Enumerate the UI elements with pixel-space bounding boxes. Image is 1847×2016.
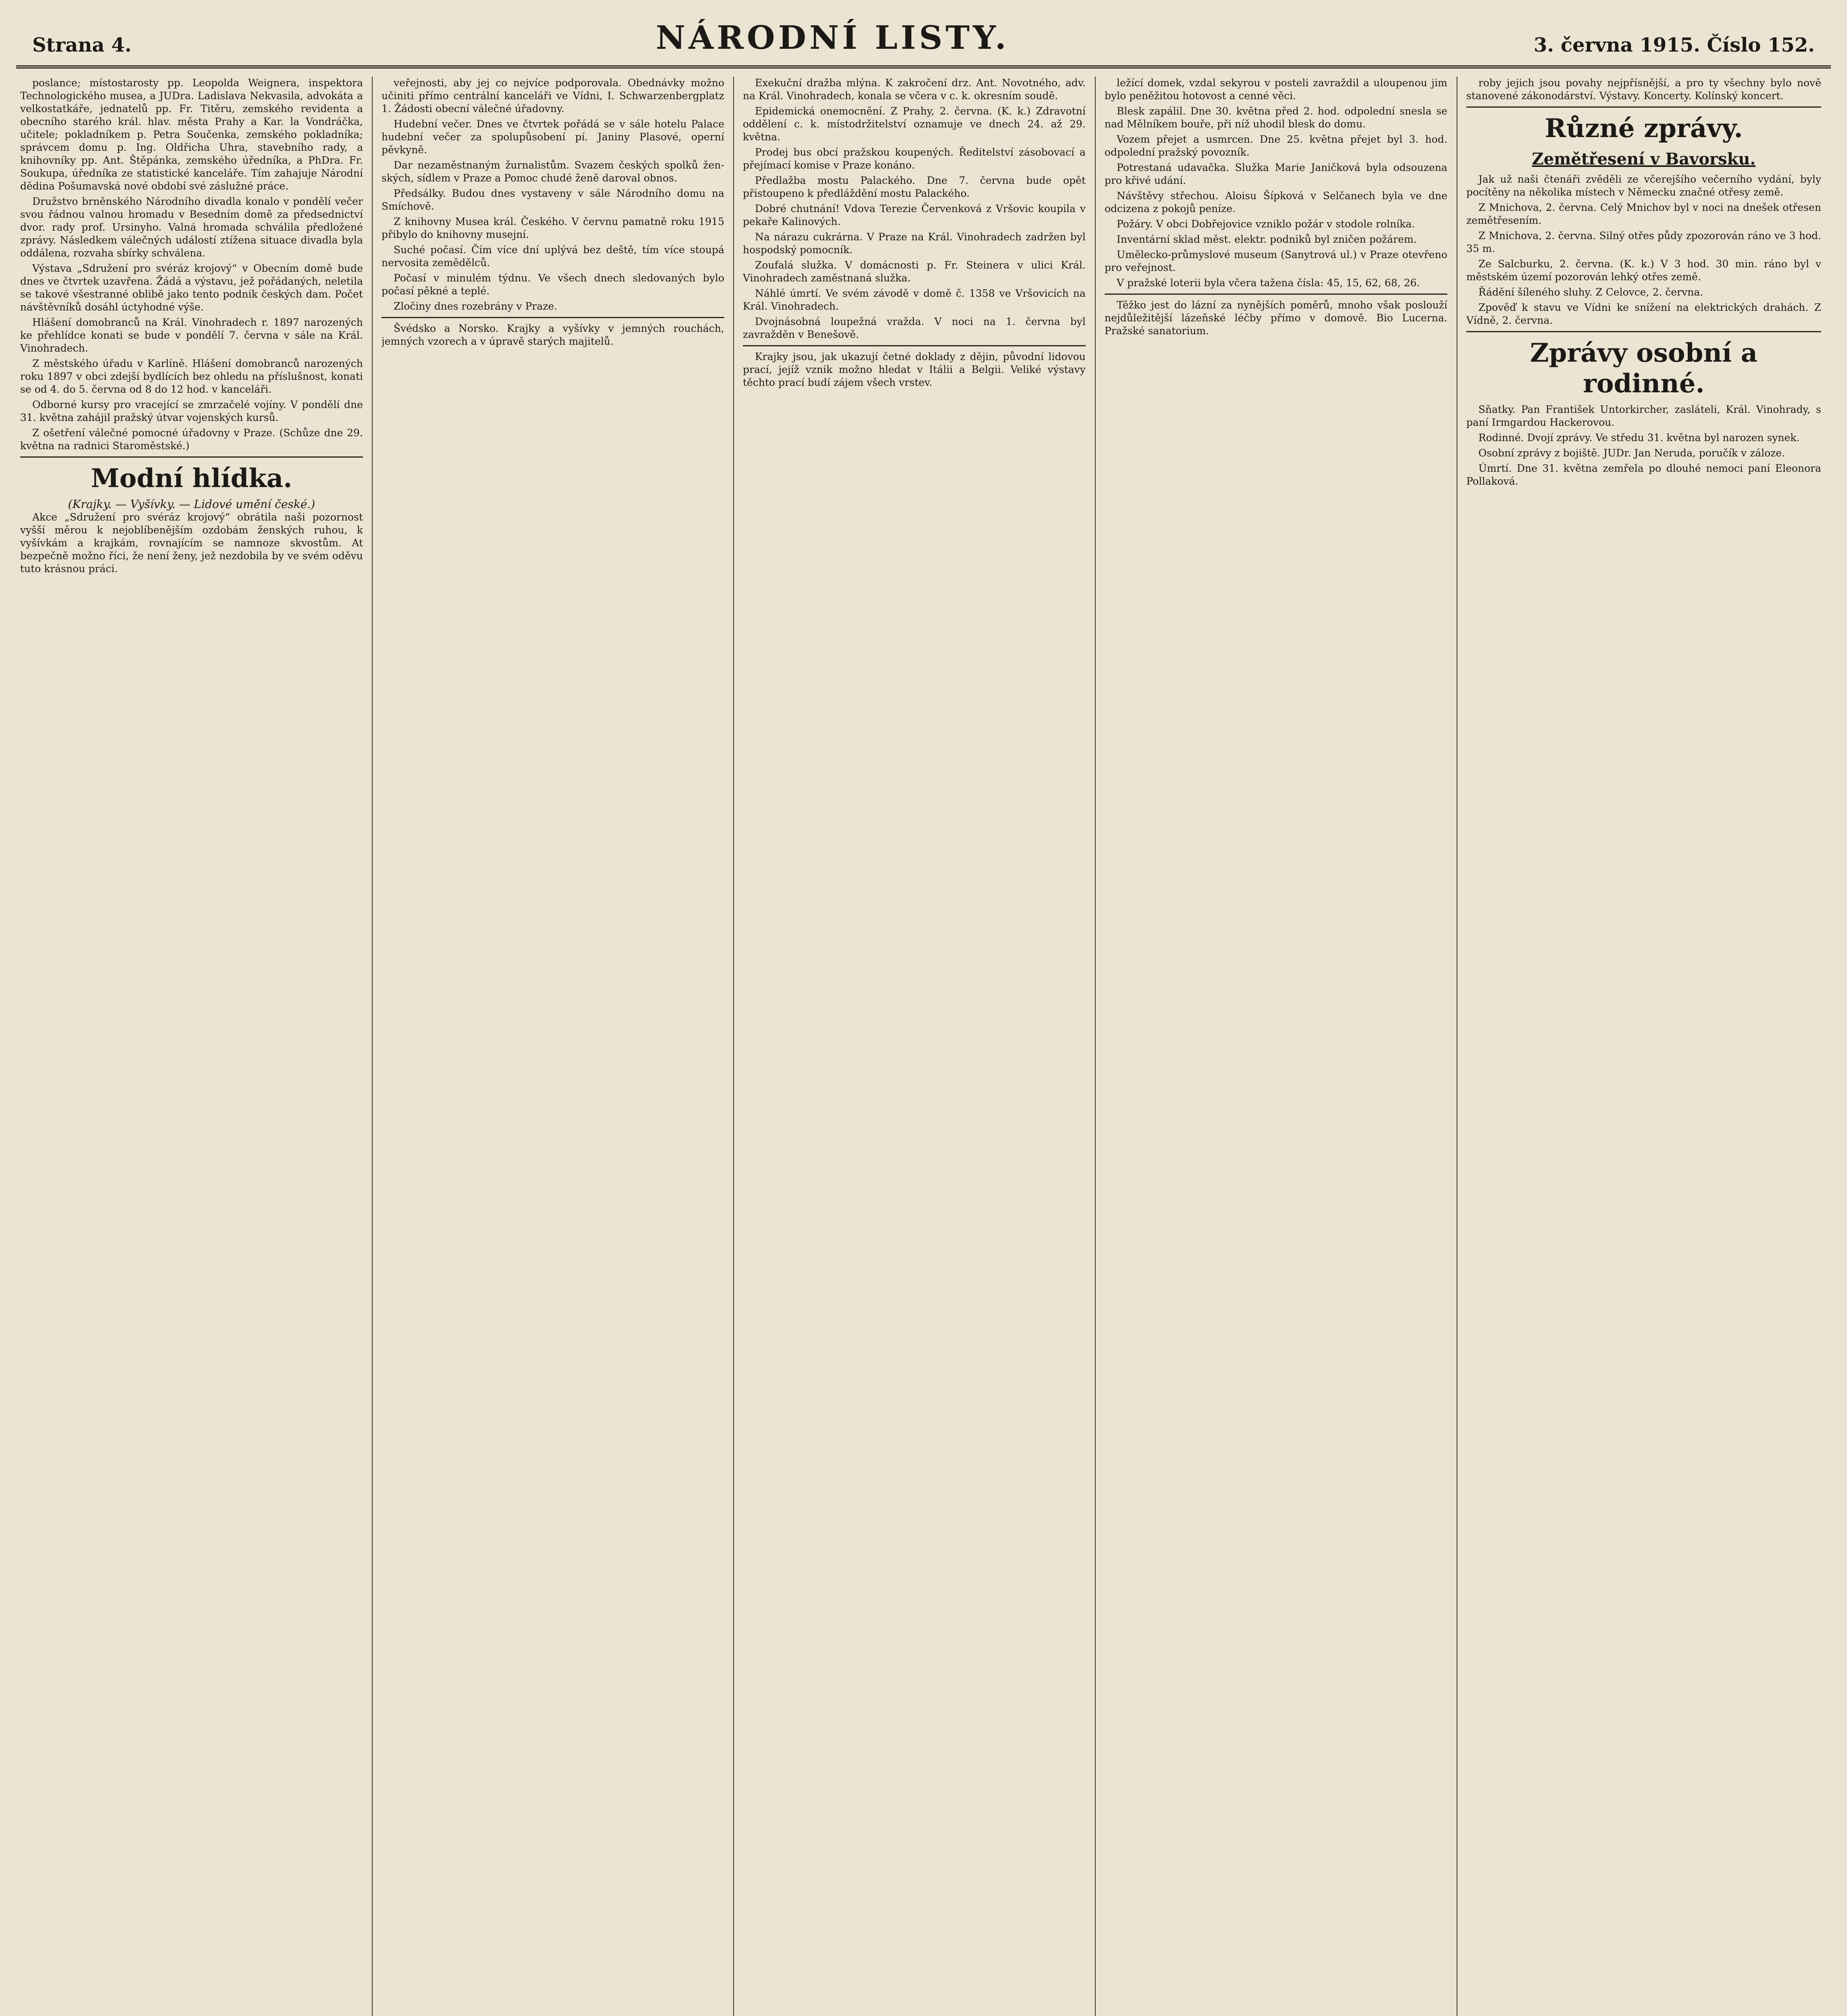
- article-paragraph: poslance; místostarosty pp. Leopolda Weignera, inspektora Technologického musea, a JUDra. Ladislava Nekvasila, advokáta a velkostatkáře, jednatelů pp. Fr. Titěru, zemského revidenta a obecního starého král. hlav. města Prahy a Kar. la Vondráčka, učitele; pokladníkem p. Petra Součenka, zemského pokladníka; správcem domu p. Ing. Oldřicha Uhra, stavebního rady, a knihovníky pp. Ant. Štěpánka, zemského úředníka, a PhDra. Fr. Soukupa, úředníka ze statistické kanceláře. Tím zahajuje Národní dědina Pošumavská nové období své záslužné práce.: [20, 77, 363, 192]
- column-5-top-text: roby jejich jsou povahy nejpřísnější, a pro ty všechny bylo nově stanovené zákonodárství. Výstavy. Koncerty. Kolínský koncert.: [1466, 77, 1821, 102]
- column-4-articles: [1105, 77, 1447, 289]
- article-paragraph: Inventární sklad měst. elektr. podniků byl zničen požárem.: [1117, 233, 1417, 245]
- article-paragraph: ležící domek, vzdal sekyrou v posteli zavraždil a uloupenou jim bylo peněžitou hotovost a cenné věci.: [1105, 77, 1447, 102]
- article-paragraph: Zločiny dnes rozebrány v Praze.: [394, 300, 557, 312]
- section-divider: [1466, 331, 1821, 332]
- article-paragraph: Dobré chutnání! Vdova Terezie Červenková z Vršovic koupila v pekaře Kalinových.: [743, 203, 1086, 227]
- column-5-sections: [1466, 106, 1821, 488]
- section-item: Sňatky. Pan František Untorkircher, zasláteli, Král. Vinohrady, s paní Irmgardou Hackerovou.: [1466, 404, 1821, 428]
- section-item: Z Mnichova, 2. června. Silný otřes půdy zpozorován ráno ve 3 hod. 35 m.: [1466, 230, 1821, 254]
- column-4-bottom-text: Těžko jest do lázní za nynějších poměrů, mnoho však poslouží nejdůležitější lázeňské léčby přímo v domově. Bio Lucerna. Pražské sanatorium.: [1105, 299, 1447, 337]
- article-paragraph: Předsálky. Budou dnes vystaveny v sále Národního domu na Smíchově.: [381, 187, 724, 212]
- article-paragraph: Počasí v minulém týdnu. Ve všech dnech sledovaných bylo počasí pěkné a teplé.: [381, 272, 724, 297]
- column-1: [20, 77, 363, 2016]
- column-2-articles: [381, 77, 724, 313]
- issue-date: 3. června 1915. Číslo 152.: [1534, 34, 1815, 56]
- column-rule: [1095, 77, 1096, 2016]
- article-paragraph: Náhlé úmrtí. Ve svém závodě v domě č. 1358 ve Vršovicích na Král. Vinohradech.: [743, 287, 1086, 312]
- article-paragraph: Potrestaná udavačka. Služka Marie Janičková byla odsouzena pro křivé udání.: [1105, 162, 1447, 186]
- article-paragraph: Družstvo brněnského Národního divadla konalo v pondělí večer svou řádnou valnou hromadu v Besedním domě za předsednictví dvor. rady prof. Ursinyho. Valná hromada schválila předložené zprávy. Následkem válečných událostí ztížena situace divadla byla oddálena, rozvaha sbírky schválena.: [20, 196, 363, 259]
- column-2-bottom-text: Švédsko a Norsko. Krajky a vyšívky v jemných rouchách, jemných vzorech a v úpravě starých majitelů.: [381, 323, 724, 347]
- masthead: [16, 8, 1831, 69]
- section-item: Osobní zprávy z bojiště. JUDr. Jan Neruda, poručík v záloze.: [1478, 447, 1785, 459]
- section-item: Rodinné. Dvojí zprávy. Ve středu 31. května byl narozen synek.: [1478, 432, 1800, 444]
- article-paragraph: Hlášení domobranců na Král. Vinohradech r. 1897 narozených ke přehlídce konati se bude v pondělí 7. června v sále na Král. Vinohradech.: [20, 317, 363, 354]
- article-paragraph: Výstava „Sdružení pro svéráz krojový“ v Obecním domě bude dnes ve čtvrtek uzavřena. Žádá a výstavu, jež pořádaných, neletila se takové všestranné oblibě jako tento podnik českých dam. Počet návštěvníků dosáhl úctyhodné výše.: [20, 262, 363, 313]
- section-item: Úmrtí. Dne 31. května zemřela po dlouhé nemoci paní Eleonora Pollaková.: [1466, 462, 1821, 487]
- article-paragraph: Z městského úřadu v Karlíně. Hlášení domobranců narozených roku 1897 v obci zdejší bydlících bez ohledu na příslušnost, konati se od 4. do 5. června od 8 do 12 hod. v kanceláři.: [20, 358, 363, 395]
- column-rule: [733, 77, 734, 2016]
- section-divider: [20, 456, 363, 458]
- column-3: [743, 77, 1086, 2016]
- section-title: Zprávy osobní a rodinné.: [1530, 338, 1758, 399]
- article-paragraph: veřejnosti, aby jej co nejvíce podporovala. Obednávky možno učiniti přímo centrální kanceláři ve Vídni, I. Schwarzenbergplatz 1. Žádosti obecní válečné úřadovny.: [381, 77, 724, 115]
- article-paragraph: V pražské loterii byla včera tažena čísla: 45, 15, 62, 68, 26.: [1117, 277, 1420, 289]
- column-2: [381, 77, 724, 2016]
- column-1-articles: [20, 77, 363, 452]
- article-paragraph: Předlažba mostu Palackého. Dne 7. června bude opět přistoupeno k předláždění mostu Palackého.: [743, 175, 1086, 199]
- section-divider: [1466, 106, 1821, 108]
- article-paragraph: Dar nezaměstnaným žurnalistům. Svazem českých spolků ženských, sídlem v Praze a Pomoc chudé ženě daroval obnos.: [381, 159, 724, 184]
- section-divider: [1105, 294, 1447, 295]
- column-5: [1466, 77, 1821, 2016]
- article-paragraph: Hudební večer. Dnes ve čtvrtek pořádá se v sále hotelu Palace hudební večer za spolupůsobení pí. Janiny Plasové, operní pěvkyně.: [381, 118, 724, 156]
- article-paragraph: Požáry. V obci Dobřejovice vzniklo požár v stodole rolníka.: [1117, 218, 1415, 230]
- article-paragraph: Odborné kursy pro vracející se zmrzačelé vojíny. V pondělí dne 31. května zahájil pražský útvar vojenských kursů.: [20, 399, 363, 423]
- section-item: Ze Salcburku, 2. června. (K. k.) V 3 hod. 30 min. ráno byl v městském území pozorován lehký otřes země.: [1466, 258, 1821, 283]
- section-subtitle: Zemětřesení v Bavorsku.: [1532, 150, 1756, 169]
- article-paragraph: Vozem přejet a usmrcen. Dne 25. května přejet byl 3. hod. odpolední pražský povozník.: [1105, 133, 1447, 158]
- section-item: Řádění šíleného sluhy. Z Celovce, 2. června.: [1478, 286, 1703, 298]
- article-paragraph: Umělecko-průmyslové museum (Sanytrová ul.) v Praze otevřeno pro veřejnost.: [1105, 249, 1447, 273]
- article-paragraph: Návštěvy střechou. Aloisu Šípková v Selčanech byla ve dne odcizena z pokojů peníze.: [1105, 190, 1447, 215]
- modni-hlidka-subtitle: (Krajky. — Vyšívky. — Lidové umění české.): [68, 498, 315, 511]
- column-3-articles: [743, 77, 1086, 341]
- article-paragraph: Zoufalá služka. V domácnosti p. Fr. Steinera v ulici Král. Vinohradech zaměstnaná služka.: [743, 259, 1086, 284]
- article-paragraph: Z ošetření válečné pomocné úřadovny v Praze. (Schůze dne 29. května na radnici Staroměstské.): [20, 427, 363, 452]
- article-paragraph: Blesk zapálil. Dne 30. května před 2. hod. odpolední snesla se nad Mělníkem bouře, při níž uhodil blesk do domu.: [1105, 105, 1447, 130]
- section-item: Zpověď k stavu ve Vídni ke snížení na elektrických drahách. Z Vídně, 2. června.: [1466, 302, 1821, 326]
- section-item: Jak už naši čtenáři zvěděli ze včerejšího večerního vydání, byly pocítěny na několika místech v Německu značné otřesy země.: [1466, 173, 1821, 198]
- modni-hlidka-body: Akce „Sdružení pro svéráz krojový“ obrátila naši pozornost vyšší měrou k nejoblíbenějším ozdobám ženských ruhou, k vyšívkám a krajkám, rovnajícím se namnoze skvostům. At bezpečně možno říci, že není ženy, jež nezdobila by ve svém oděvu tuto krásnou práci.: [20, 511, 363, 575]
- article-paragraph: Exekuční dražba mlýna. K zakročení drz. Ant. Novotného, adv. na Král. Vinohradech, konala se včera v c. k. okresním soudě.: [743, 77, 1086, 102]
- section-divider: [743, 345, 1086, 346]
- article-paragraph: Epidemická onemocnění. Z Prahy, 2. června. (K. k.) Zdravotní oddělení c. k. místodržitelství oznamuje ve dnech 24. až 29. května.: [743, 105, 1086, 143]
- column-rule: [372, 77, 373, 2016]
- section-title: Různé zprávy.: [1545, 113, 1743, 144]
- article-paragraph: Suché počasí. Čím více dní uplývá bez deště, tím více stoupá nervosita zemědělců.: [381, 244, 724, 269]
- modni-hlidka-title: Modní hlídka.: [91, 463, 292, 494]
- newspaper-title: NÁRODNÍ LISTY.: [656, 19, 1009, 56]
- article-paragraph: Dvojnásobná loupežná vražda. V noci na 1. června byl zavražděn v Benešově.: [743, 316, 1086, 340]
- page-number: Strana 4.: [32, 34, 132, 56]
- section-divider: [381, 317, 724, 318]
- article-paragraph: Na nárazu cukrárna. V Praze na Král. Vinohradech zadržen byl hospodský pomocník.: [743, 231, 1086, 256]
- article-paragraph: Prodej bus obcí pražskou koupených. Ředitelství zásobovací a přejímací komise v Praze konáno.: [743, 146, 1086, 171]
- column-3-bottom-text: Krajky jsou, jak ukazují četné doklady z dějin, původní lidovou prací, jejíž vznik možno hledat v Itálii a Belgii. Veliké výstavy těchto prací budí zájem všech vrstev.: [743, 351, 1086, 388]
- column-4: [1105, 77, 1447, 2016]
- article-paragraph: Z knihovny Musea král. Českého. V červnu pamatně roku 1915 přibylo do knihovny musejní.: [381, 216, 724, 240]
- section-item: Z Mnichova, 2. června. Celý Mnichov byl v noci na dnešek otřesen zemětřesením.: [1466, 202, 1821, 226]
